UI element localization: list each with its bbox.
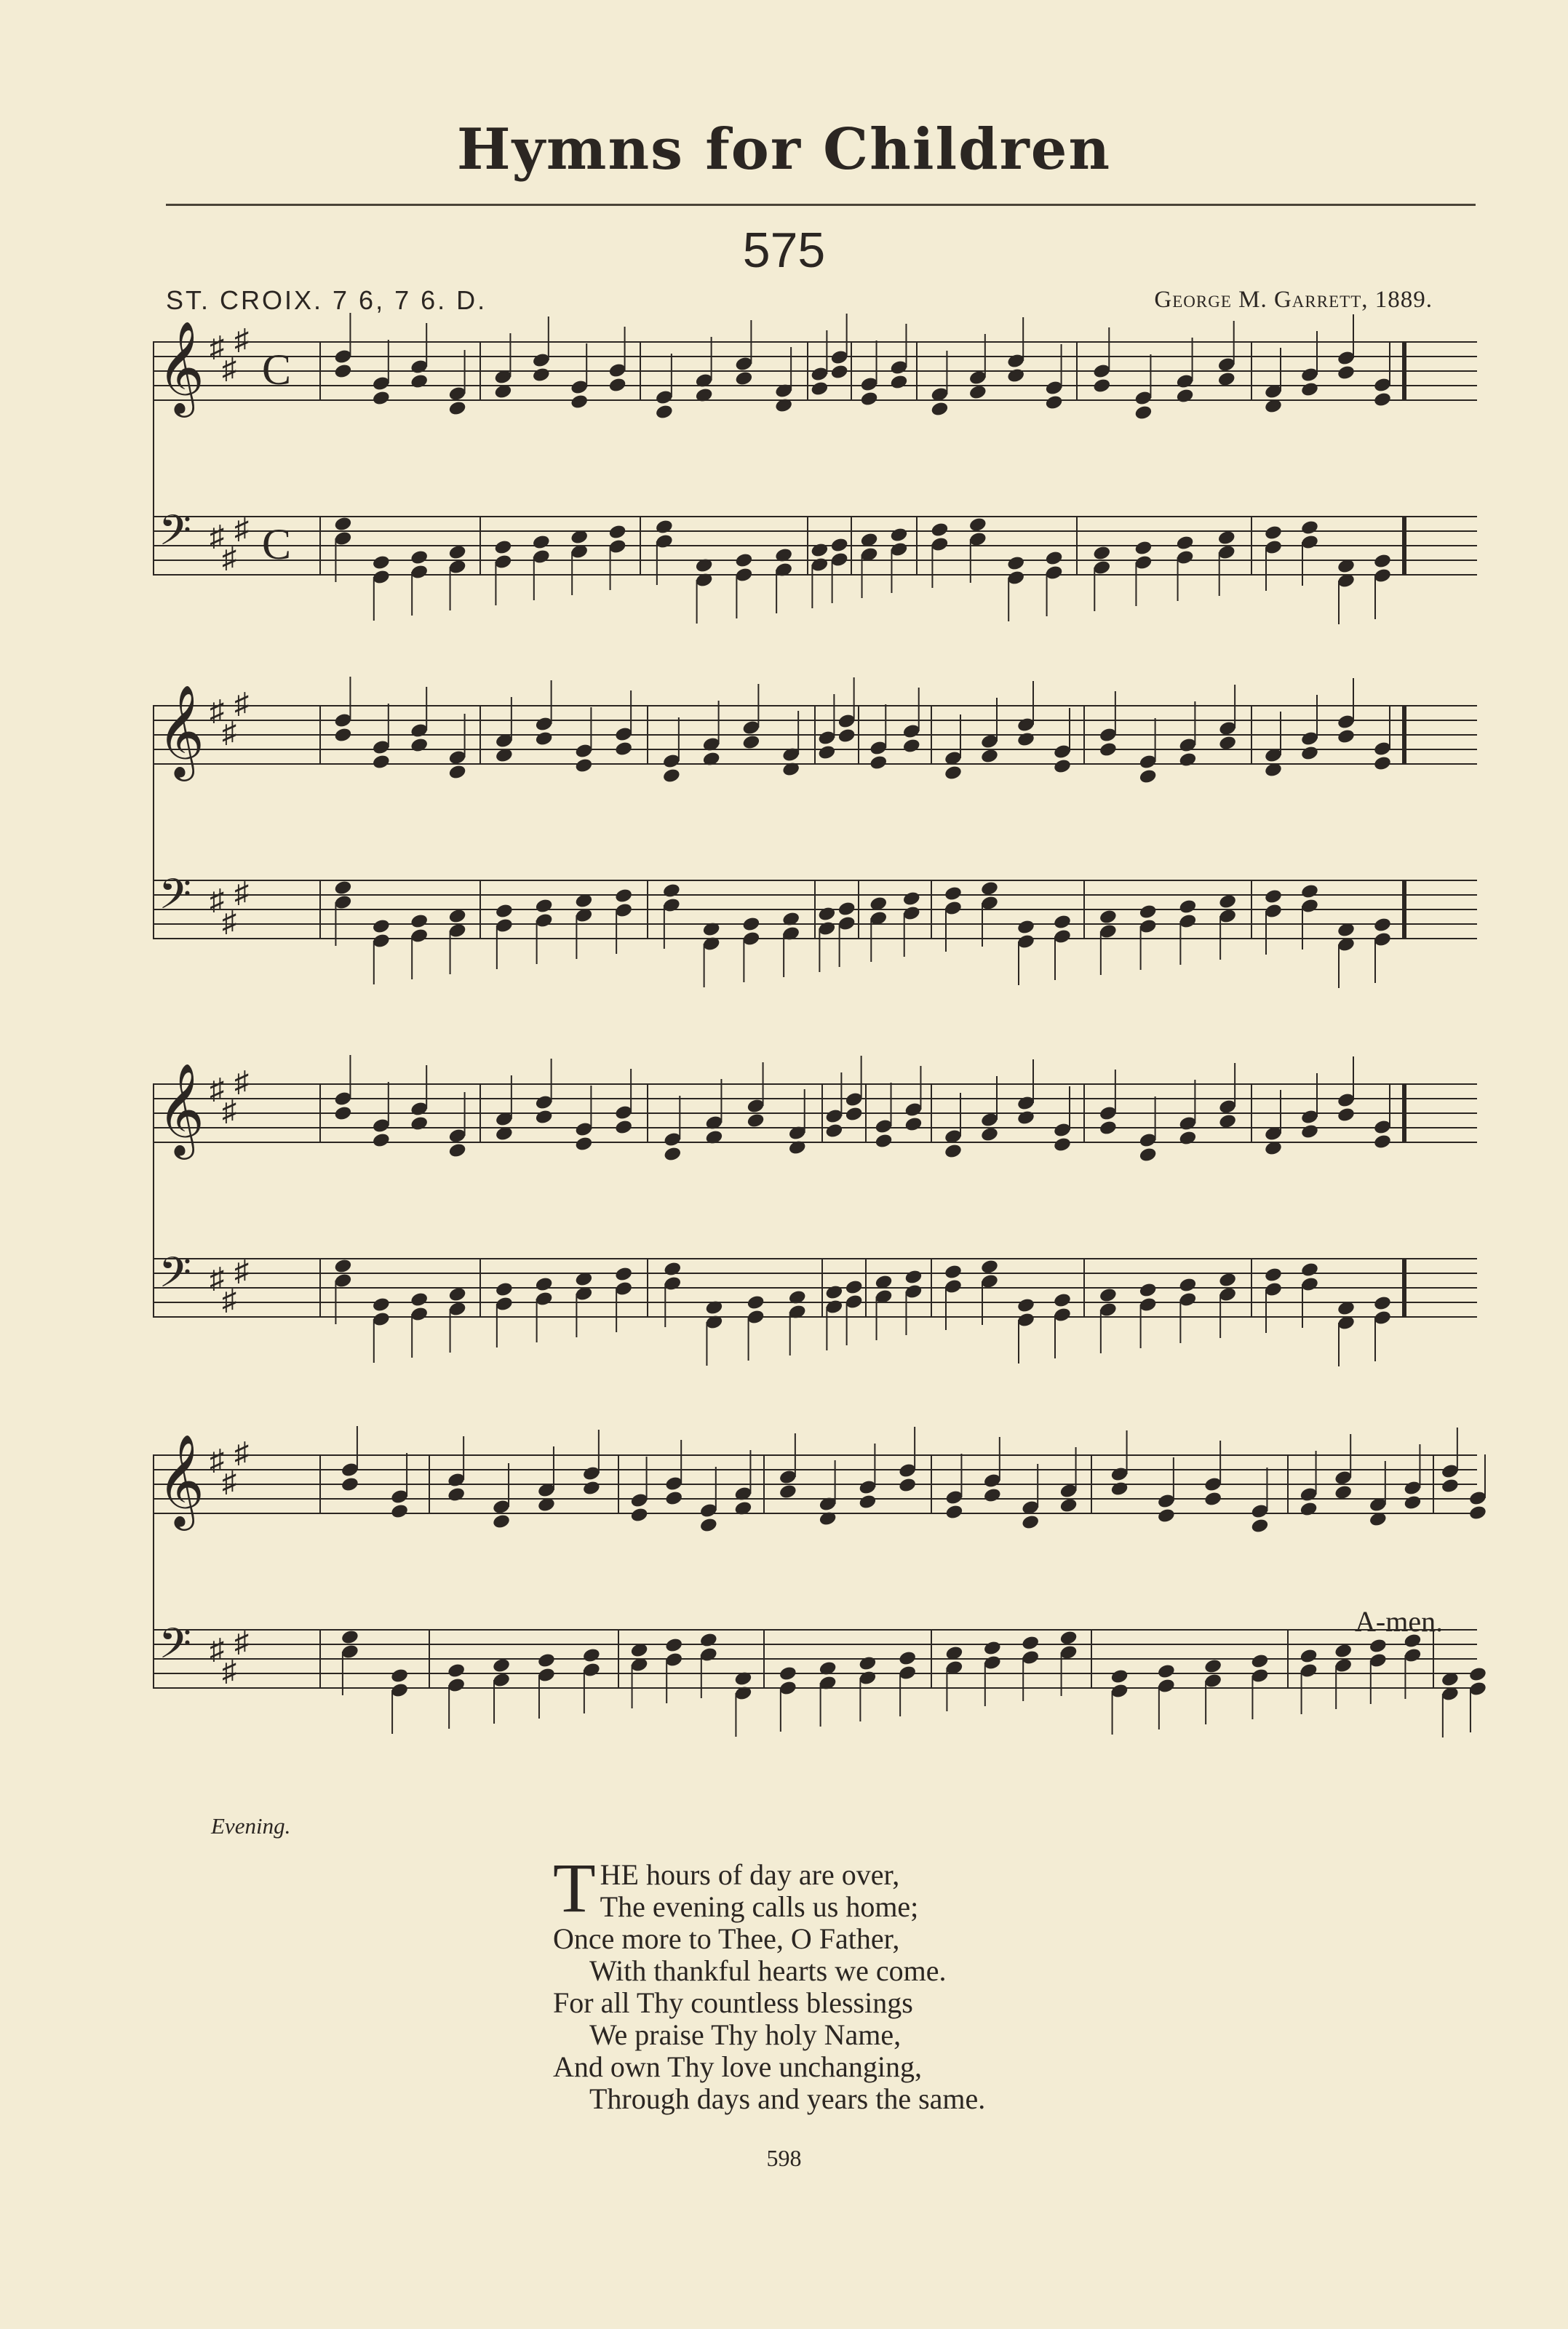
verse-line: Through days and years the same. [589,2082,986,2115]
bass-clef-icon: 𝄢 [159,869,192,929]
sharp-icon: ♯ [210,883,224,916]
sharp-icon: ♯ [234,876,249,909]
page-number: 598 [766,2145,802,2171]
hymn-number: 575 [742,223,826,278]
sharp-icon: ♯ [210,519,224,552]
sharp-icon: ♯ [222,905,236,938]
page-header-title: Hymns for Children [456,116,1112,183]
sharp-icon: ♯ [222,352,236,385]
amen-label: A-men. [1355,1605,1444,1638]
hymn-verse [553,1849,1281,2115]
sharp-icon: ♯ [222,1655,236,1687]
sharp-icon: ♯ [222,1283,236,1316]
sharp-icon: ♯ [234,1625,249,1658]
sharp-icon: ♯ [210,1633,224,1665]
verse-line: HE hours of day are over, [600,1858,900,1891]
verse-line: We praise Thy holy Name, [589,2018,902,2051]
music-system [153,1426,1492,1737]
sharp-icon: ♯ [234,512,249,545]
sharp-icon: ♯ [234,323,249,356]
bass-clef-icon: 𝄢 [159,1619,192,1679]
sharp-icon: ♯ [210,1072,224,1105]
common-time-icon: C [262,520,292,568]
sharp-icon: ♯ [222,1094,236,1127]
sharp-icon: ♯ [222,541,236,574]
common-time-icon: C [262,346,292,394]
hymn-subject: Evening. [211,1813,291,1839]
sharp-icon: ♯ [234,687,249,720]
sharp-icon: ♯ [210,1262,224,1294]
verse-line: For all Thy countless blessings [553,1986,913,2019]
music-system [153,677,1477,988]
music-system [153,1055,1477,1366]
treble-clef-icon: 𝄞 [157,1433,205,1526]
sharp-icon: ♯ [210,330,224,363]
sharp-icon: ♯ [234,1254,249,1287]
sharp-icon: ♯ [234,1065,249,1098]
drop-cap: T [553,1849,596,1927]
sharp-icon: ♯ [222,716,236,749]
treble-clef-icon: 𝄞 [157,1062,205,1155]
treble-clef-icon: 𝄞 [157,684,205,777]
bass-clef-icon: 𝄢 [159,506,192,565]
verse-line: Once more to Thee, O Father, [553,1922,900,1955]
sharp-icon: ♯ [234,1436,249,1469]
music-system [153,313,1477,624]
music-score [153,313,1492,1768]
sharp-icon: ♯ [210,1444,224,1476]
header-rule [166,204,1476,206]
verse-line: With thankful hearts we come. [589,1954,947,1987]
sharp-icon: ♯ [210,694,224,727]
treble-clef-icon: 𝄞 [157,320,205,413]
tune-name: ST. CROIX. 7 6, 7 6. D. [166,285,487,315]
bass-clef-icon: 𝄢 [159,1248,192,1307]
verse-line: And own Thy love unchanging, [553,2050,922,2083]
sharp-icon: ♯ [222,1465,236,1498]
verse-line: The evening calls us home; [600,1890,919,1923]
music-systems [153,313,1492,1737]
composer-credit: George M. Garrett, 1889. [1154,287,1433,313]
